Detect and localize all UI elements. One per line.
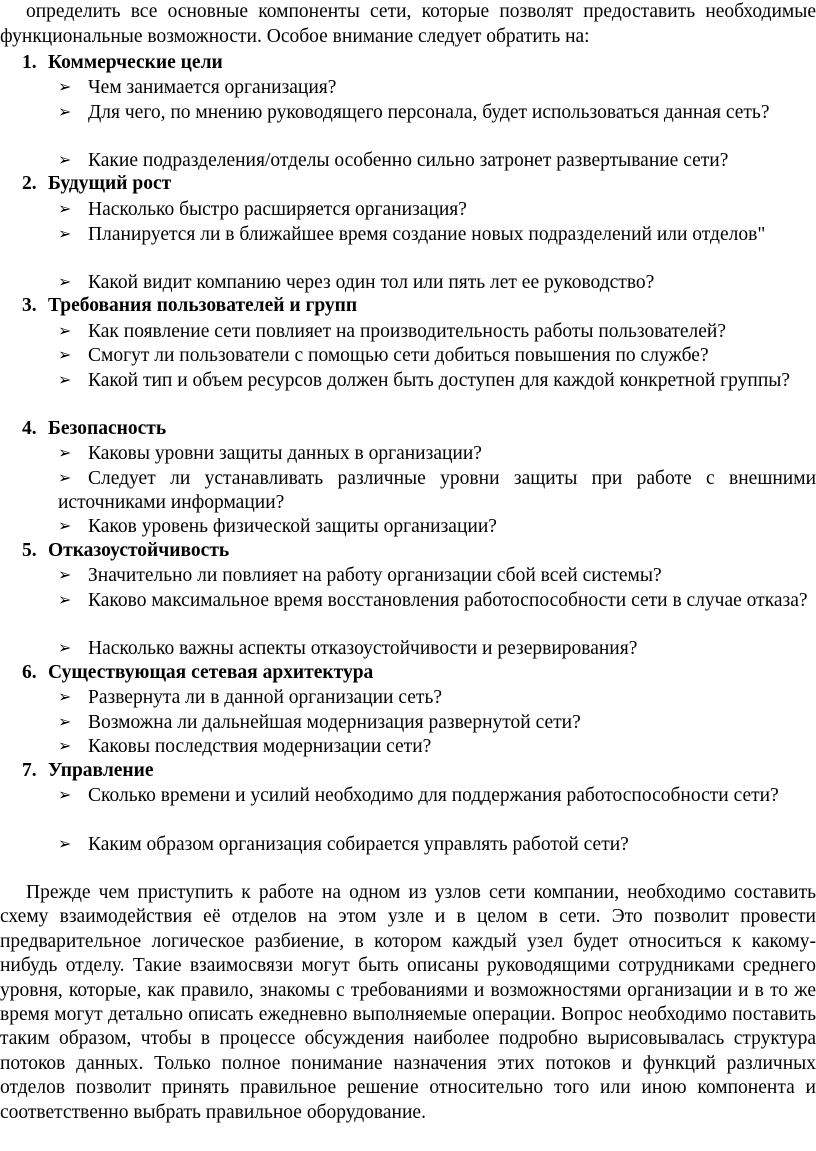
intro-text: определить все основные компоненты сети, которые позволят предоставить необходимые функциональные возможности. Особое внимание следует обратить на:	[0, 1, 816, 47]
section-heading-1	[22, 51, 223, 75]
question-text: Каковы уровни защиты данных в организации?	[88, 443, 482, 464]
question-text: Какой видит компанию через один тол или пять лет ее руководство?	[88, 272, 655, 293]
section-title: Безопасность	[48, 418, 167, 439]
arrow-bullet-icon: ➢	[58, 638, 72, 657]
question-item	[58, 319, 816, 344]
arrow-bullet-icon: ➢	[58, 102, 72, 121]
question-item	[58, 832, 816, 857]
section-heading-6	[22, 661, 373, 685]
arrow-bullet-icon: ➢	[58, 516, 72, 535]
section-heading-2	[22, 172, 171, 196]
arrow-bullet-icon: ➢	[58, 321, 72, 340]
question-text: Как появление сети повлияет на производительность работы пользователей?	[88, 321, 727, 342]
question-item	[58, 466, 816, 515]
section-heading-4	[22, 417, 166, 441]
question-item	[58, 197, 816, 222]
question-item	[58, 222, 816, 247]
question-text: Смогут ли пользователи с помощью сети добиться повышения по службе?	[88, 345, 709, 366]
arrow-bullet-icon: ➢	[58, 565, 72, 584]
question-text: Возможна ли дальнейшая модернизация развернутой сети?	[88, 712, 581, 733]
question-text: Насколько быстро расширяется организация?	[88, 199, 467, 220]
section-title: Отказоустойчивость	[48, 540, 230, 561]
question-item	[58, 514, 816, 539]
arrow-bullet-icon: ➢	[58, 345, 72, 364]
question-item	[58, 685, 816, 710]
section-number: 2.	[22, 173, 37, 194]
question-item	[58, 710, 816, 735]
question-text: Какие подразделения/отделы особенно сильно затронет развертывание сети?	[88, 150, 729, 171]
question-text: Развернута ли в данной организации сеть?	[88, 687, 442, 708]
arrow-bullet-icon: ➢	[58, 834, 72, 853]
arrow-bullet-icon: ➢	[58, 199, 72, 218]
arrow-bullet-icon: ➢	[58, 77, 72, 96]
arrow-bullet-icon: ➢	[58, 370, 72, 389]
arrow-bullet-icon: ➢	[58, 224, 72, 243]
section-heading-7	[22, 759, 154, 783]
question-text: Насколько важны аспекты отказоустойчивости и резервирования?	[88, 638, 638, 659]
question-item	[58, 75, 816, 100]
question-item	[58, 148, 816, 173]
arrow-bullet-icon: ➢	[58, 468, 72, 487]
section-number: 1.	[22, 52, 37, 73]
section-title: Будущий рост	[48, 173, 172, 194]
section-number: 3.	[22, 295, 37, 316]
question-text: Каковы последствия модернизации сети?	[88, 736, 432, 757]
section-title: Существующая сетевая архитектура	[48, 662, 374, 683]
question-text: Каково максимальное время восстановления работоспособности сети в случае отказа?	[88, 590, 808, 611]
section-number: 4.	[22, 418, 37, 439]
arrow-bullet-icon: ➢	[58, 687, 72, 706]
question-item	[58, 563, 816, 588]
arrow-bullet-icon: ➢	[58, 150, 72, 169]
question-text: Для чего, по мнению руководящего персонала, будет использоваться данная сеть?	[88, 102, 770, 123]
question-item	[58, 636, 816, 661]
section-heading-3	[22, 294, 357, 318]
question-text: Значительно ли повлияет на работу организации сбой всей системы?	[88, 565, 662, 586]
question-item	[58, 100, 816, 125]
closing-paragraph: Прежде чем приступить к работе на одном из узлов сети компании, необходимо составить схему взаимодействия её отделов на этом узле и в целом в сети. Это позволит провести предварительное логическое разбиение, в котором каждый узел будет относиться к какому-нибудь отделу. Такие взаимосвязи могут быть описаны руководящими сотрудниками среднего уровня, которые, как правило, знакомы с требованиями и возможностями организации и в то же время могут детально описать ежедневно выполняемые операции. Вопрос необходимо поставить таким образом, чтобы в процессе обсуждения наиболее подробно вырисовывалась структура потоков данных. Только полное понимание назначения этих потоков и функций различных отделов позволит принять правильное решение относительно того или иною компонента и соответственно выбрать правильное оборудование.	[0, 882, 816, 1123]
section-number: 6.	[22, 662, 37, 683]
question-item	[58, 270, 816, 295]
arrow-bullet-icon: ➢	[58, 443, 72, 462]
question-item	[58, 343, 816, 368]
arrow-bullet-icon: ➢	[58, 272, 72, 291]
section-title: Коммерческие цели	[48, 52, 223, 73]
question-text: Чем занимается организация?	[88, 77, 337, 98]
question-item	[58, 734, 816, 759]
question-text: Какой тип и объем ресурсов должен быть доступен для каждой конкретной группы?	[88, 370, 791, 391]
section-title: Управление	[48, 760, 154, 781]
arrow-bullet-icon: ➢	[58, 712, 72, 731]
question-text: Следует ли устанавливать различные уровни защиты при работе с внешними источниками информации?	[58, 468, 816, 513]
arrow-bullet-icon: ➢	[58, 736, 72, 755]
section-number: 5.	[22, 540, 37, 561]
section-title: Требования пользователей и групп	[48, 295, 358, 316]
arrow-bullet-icon: ➢	[58, 785, 72, 804]
arrow-bullet-icon: ➢	[58, 590, 72, 609]
intro-paragraph	[0, 0, 816, 49]
section-number: 7.	[22, 760, 37, 781]
question-item	[58, 441, 816, 466]
question-text: Сколько времени и усилий необходимо для поддержания работоспособности сети?	[88, 785, 779, 806]
question-item	[58, 783, 816, 808]
question-text: Каким образом организация собирается управлять работой сети?	[88, 834, 629, 855]
question-text: Планируется ли в ближайшее время создание новых подразделений или отделов"	[88, 224, 766, 245]
question-item	[58, 588, 816, 613]
section-heading-5	[22, 539, 229, 563]
question-item	[58, 368, 816, 393]
question-text: Каков уровень физической защиты организации?	[88, 516, 497, 537]
